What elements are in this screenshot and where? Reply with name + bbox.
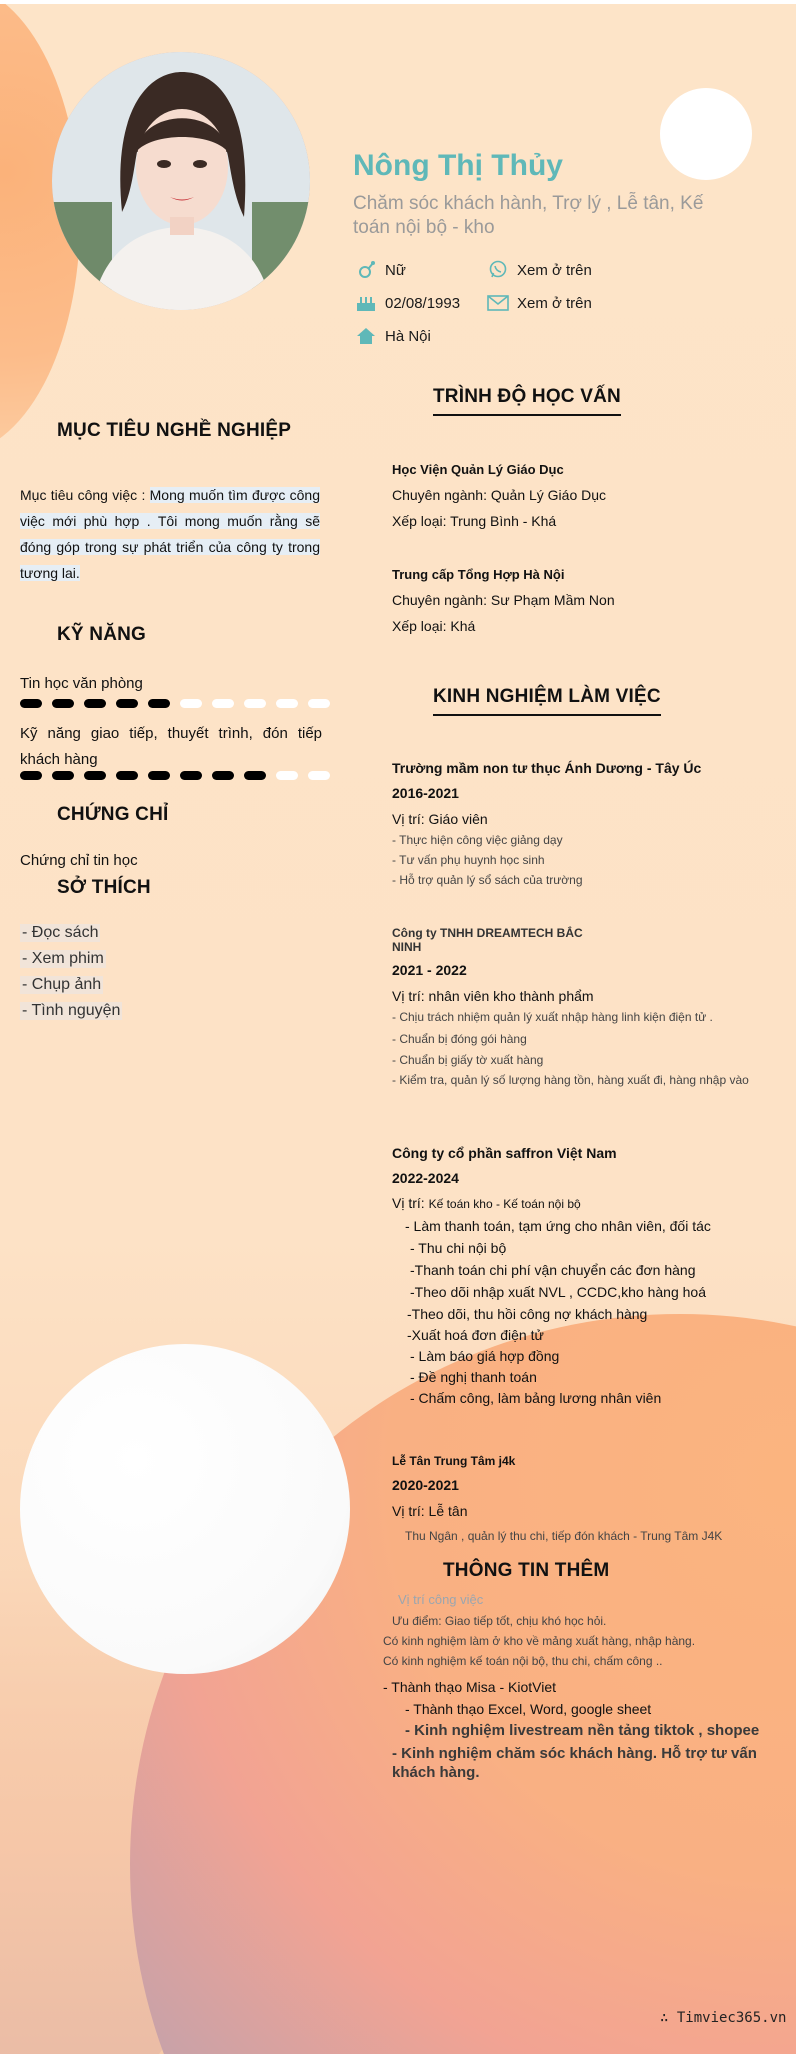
additional-line: - Kinh nghiệm chăm sóc khách hàng. Hỗ trợ tư vấn khách hàng. [392, 1745, 757, 1781]
job-duty: - Kiểm tra, quản lý số lượng hàng tồn, hàng xuất đi, hàng nhập vào [392, 1073, 749, 1087]
skill-level-empty [180, 699, 202, 708]
job-position: Vị trí: Lễ tân [392, 1503, 468, 1519]
job-duty: - Chịu trách nhiệm quản lý xuất nhập hàng linh kiện điện tử . [392, 1010, 713, 1024]
skill-level-filled [116, 699, 138, 708]
skill-level-filled [20, 699, 42, 708]
info-phone [487, 260, 592, 280]
job-period: 2021 - 2022 [392, 962, 467, 978]
skill-level-filled [212, 771, 234, 780]
skill-level-filled [148, 771, 170, 780]
job-position-label: Vị trí: [392, 1195, 429, 1211]
objective-title: MỤC TIÊU NGHỀ NGHIỆP [57, 420, 292, 441]
hobby-item: - Xem phim [22, 950, 104, 967]
skills-title: KỸ NĂNG [57, 624, 147, 645]
job-duty: - Làm thanh toán, tạm ứng cho nhân viên, đối tác [405, 1218, 711, 1234]
job-duty: - Tư vấn phụ huynh học sinh [392, 853, 545, 867]
birthday-value: 02/08/1993 [385, 294, 461, 312]
address-value: Hà Nội [385, 327, 431, 345]
objective-lead: Mục tiêu công việc : [20, 487, 146, 503]
job-period: 2022-2024 [392, 1170, 459, 1186]
email-icon [487, 293, 509, 313]
home-icon [355, 326, 377, 346]
school-name: Trung cấp Tổng Hợp Hà Nội [392, 567, 565, 582]
job-company: Công ty TNHH DREAMTECH BẮC NINH [392, 926, 583, 954]
birthday-icon [355, 293, 377, 313]
job-duty: -Xuất hoá đơn điện tử [407, 1327, 544, 1343]
education-title: TRÌNH ĐỘ HỌC VẤN [433, 386, 621, 416]
cv-page [0, 4, 796, 2054]
additional-title: THÔNG TIN THÊM [443, 1560, 610, 1581]
avatar [52, 52, 310, 310]
experience-title: KINH NGHIỆM LÀM VIỆC [433, 686, 661, 716]
candidate-name: Nông Thị Thủy [353, 149, 563, 182]
hobby-item: - Đọc sách [22, 924, 99, 941]
job-period: 2020-2021 [392, 1477, 459, 1493]
skill-level-filled [52, 699, 74, 708]
decorative-white-circle-bottom [20, 1344, 350, 1674]
job-company: Lễ Tân Trung Tâm j4k [392, 1454, 516, 1468]
objective-body: Mong muốn tìm được công việc mới phù hợp . Tôi mong muốn rằng sẽ đóng góp trong sự phát triển của công ty trong tương lai. [20, 487, 320, 581]
certificate-item: Chứng chỉ tin học [20, 852, 138, 869]
email-value: Xem ở trên [517, 294, 592, 312]
job-duty: - Hỗ trợ quản lý sổ sách của trường [392, 873, 583, 887]
skill-bar [20, 771, 330, 780]
job-duty: - Đề nghị thanh toán [410, 1369, 537, 1385]
skill-level-filled [20, 771, 42, 780]
job-duty: -Theo dõi, thu hồi công nợ khách hàng [407, 1306, 648, 1322]
job-company: Trường mầm non tư thục Ánh Dương - Tây Úc [392, 760, 702, 776]
job-company: Công ty cổ phần saffron Việt Nam [392, 1145, 617, 1161]
additional-placeholder: Vị trí công việc [398, 1592, 484, 1607]
job-position [392, 1195, 581, 1211]
job-position: Vị trí: nhân viên kho thành phẩm [392, 988, 594, 1004]
additional-line: Có kinh nghiệm kế toán nội bộ, thu chi, chấm công .. [383, 1654, 663, 1668]
job-period: 2016-2021 [392, 785, 459, 801]
job-duty: - Chuẩn bị đóng gói hàng [392, 1032, 527, 1046]
additional-line: Có kinh nghiệm làm ở kho về mảng xuất hàng, nhập hàng. [383, 1634, 696, 1648]
job-position: Vị trí: Giáo viên [392, 811, 488, 827]
candidate-headline: Chăm sóc khách hành, Trợ lý , Lễ tân, Kế toán nội bộ - kho [353, 193, 704, 238]
skill-level-empty [276, 771, 298, 780]
watermark: ∴ Timviec365.vn [660, 2010, 787, 2026]
skill-level-empty [308, 771, 330, 780]
job-duty: - Làm báo giá hợp đồng [410, 1348, 560, 1364]
info-address [355, 326, 431, 346]
additional-line: - Kinh nghiệm livestream nền tảng tiktok , shopee [405, 1722, 760, 1739]
hobbies-title: SỞ THÍCH [57, 877, 151, 898]
job-duty: - Chấm công, làm bảng lương nhân viên [410, 1390, 662, 1406]
job-duty: - Thực hiện công việc giảng dạy [392, 833, 563, 847]
skill-name: Kỹ năng giao tiếp, thuyết trình, đón tiếp khách hàng [20, 725, 322, 768]
additional-line: - Thành thạo Excel, Word, google sheet [405, 1701, 652, 1717]
skill-level-empty [244, 699, 266, 708]
skill-level-filled [84, 771, 106, 780]
school-major: Chuyên ngành: Quản Lý Giáo Dục [392, 487, 607, 503]
skill-bar [20, 699, 330, 708]
additional-line: Ưu điểm: Giao tiếp tốt, chịu khó học hỏi. [392, 1614, 607, 1628]
job-position-value: Kế toán kho - Kế toán nội bộ [428, 1197, 581, 1211]
skill-level-filled [116, 771, 138, 780]
info-email [487, 293, 592, 313]
skill-level-filled [244, 771, 266, 780]
skill-level-empty [212, 699, 234, 708]
skill-level-empty [276, 699, 298, 708]
skill-level-filled [180, 771, 202, 780]
skill-level-filled [84, 699, 106, 708]
job-duty: Thu Ngân , quản lý thu chi, tiếp đón khách - Trung Tâm J4K [405, 1529, 723, 1543]
certificates-title: CHỨNG CHỈ [57, 804, 169, 825]
school-grade: Xếp loại: Trung Bình - Khá [392, 513, 557, 529]
phone-value: Xem ở trên [517, 261, 592, 279]
gender-value: Nữ [385, 261, 406, 279]
job-duty: -Theo dõi nhập xuất NVL , CCDC,kho hàng hoá [410, 1284, 706, 1300]
job-duty: - Chuẩn bị giấy tờ xuất hàng [392, 1053, 544, 1067]
phone-icon [487, 260, 509, 280]
hobby-item: - Chụp ảnh [22, 976, 102, 993]
objective-text [20, 482, 320, 586]
school-grade: Xếp loại: Khá [392, 618, 476, 634]
info-gender [355, 260, 406, 280]
skill-level-empty [308, 699, 330, 708]
additional-line: - Thành thạo Misa - KiotViet [383, 1679, 557, 1695]
decorative-white-circle-top [660, 88, 752, 180]
school-major: Chuyên ngành: Sư Phạm Mầm Non [392, 592, 615, 608]
info-birthday [355, 293, 460, 313]
skill-level-filled [52, 771, 74, 780]
job-duty: -Thanh toán chi phí vận chuyển các đơn hàng [410, 1262, 696, 1278]
hobby-item: - Tình nguyện [22, 1002, 121, 1019]
gender-icon [355, 260, 377, 280]
skill-level-filled [148, 699, 170, 708]
job-duty: - Thu chi nội bộ [410, 1240, 507, 1256]
skill-name: Tin học văn phòng [20, 675, 143, 692]
school-name: Học Viện Quản Lý Giáo Dục [392, 462, 564, 477]
